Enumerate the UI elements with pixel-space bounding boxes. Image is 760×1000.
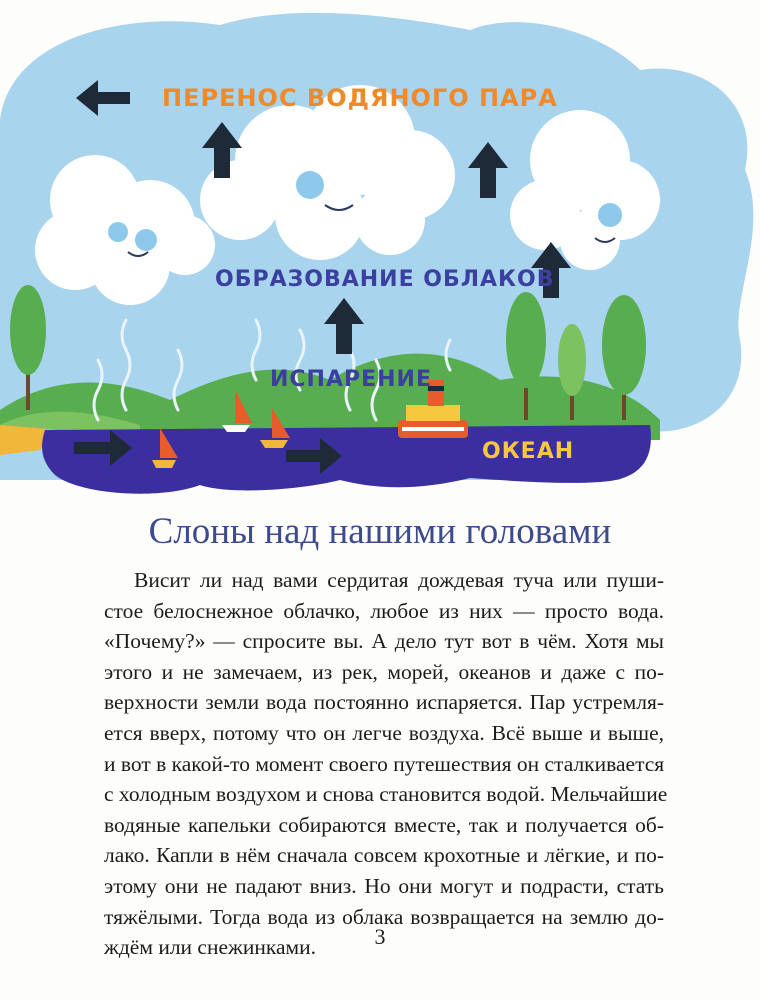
body-line: «Почему?» — спросите вы. А дело тут вот в чём. Хотя мы [104,629,664,654]
article-heading: Слоны над нашими головами [148,511,612,552]
body-line: водяные капельки собираются вместе, так и получается об- [104,812,664,837]
body-line: и вот в какой-то момент своего путешествия он сталкивается [104,751,665,776]
body-line: ется вверх, потому что он легче воздуха. Всё выше и выше, [104,720,664,745]
body-line: Висит ли над вами сердитая дождевая туча или пуши- [134,568,664,592]
label-vapor-transfer: ПЕРЕНОС ВОДЯНОГО ПАРА [162,84,558,112]
article-body [104,565,668,963]
page-number: 3 [374,924,386,949]
label-cloud-formation: ОБРАЗОВАНИЕ ОБЛАКОВ [215,267,555,292]
body-line: верхности земли вода постоянно испаряется. Пар устремля- [104,690,664,715]
body-line: ждём или снежинками. [104,935,317,960]
label-ocean: ОКЕАН [482,439,575,464]
body-line: стое белоснежное облачко, любое из них — просто вода. [104,598,664,623]
body-line: лако. Капли в нём сначала совсем крохотные и лёгкие, и по- [104,843,664,868]
body-line: с холодным воздухом и снова становится водой. Мельчайшие [104,782,668,807]
body-line: этому они не падают вниз. Но они могут и подрасти, стать [104,873,664,898]
label-evaporation: ИСПАРЕНИЕ [270,367,433,392]
body-line: тяжёлыми. Тогда вода из облака возвращается на землю до- [104,904,664,929]
body-line: этого и не замечаем, из рек, морей, океанов и даже с по- [104,659,664,684]
